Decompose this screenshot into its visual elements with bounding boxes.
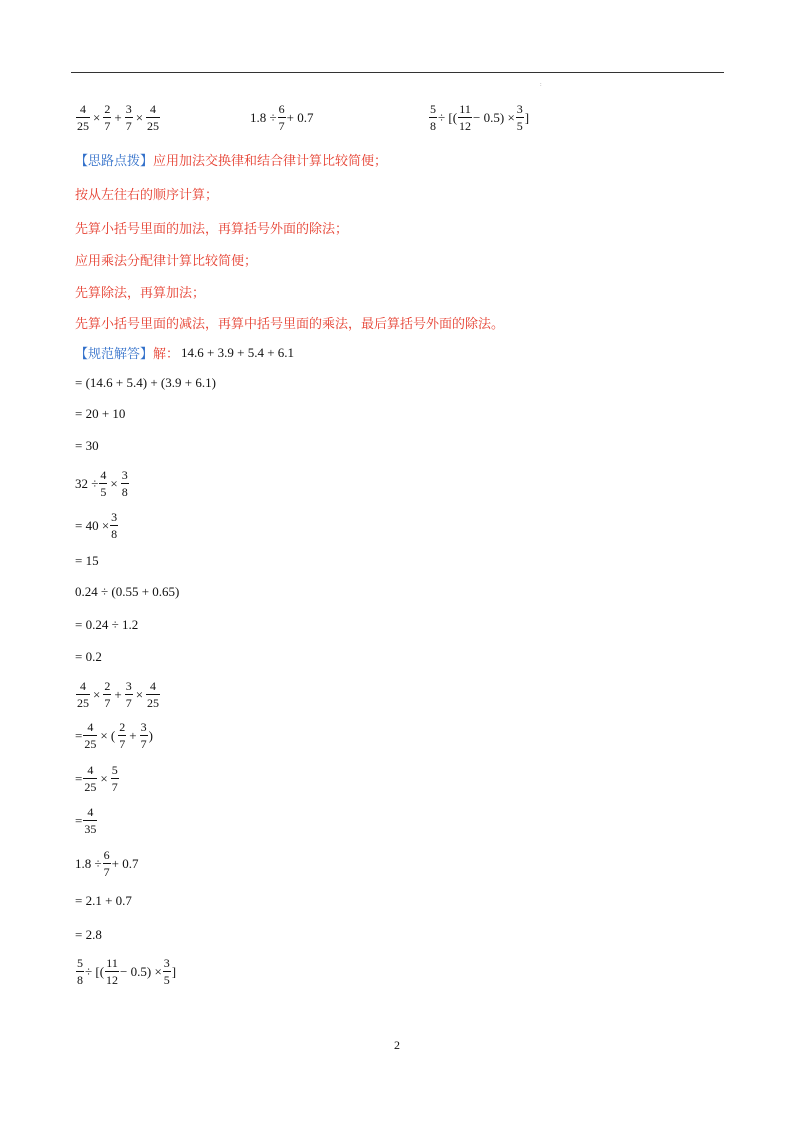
step-1-4: = 30 — [75, 438, 99, 453]
step-1-3: = 20 + 10 — [75, 406, 126, 421]
step-4-4: = $\frac{4}{35}$ — [75, 805, 97, 836]
step-2-1: 32 ÷ $\frac{4}{5}$ × $\frac{3}{8}$ — [75, 468, 128, 499]
hint-line-6: 先算小括号里面的减法，再算中括号里面的乘法，最后算括号外面的除法。 — [75, 317, 505, 332]
answer-tag: 【规范解答】 — [75, 347, 154, 362]
step-3-2: = 0.24 ÷ 1.2 — [75, 617, 139, 632]
problem-6: $\frac{5}{8}$ ÷ [( $\frac{11}{12}$ − 0.5) × $\frac{3}{5}$ ] — [430, 102, 530, 133]
step-5-1: 1.8 ÷ $\frac{6}{7}$ + 0.7 — [75, 848, 139, 879]
header-rule — [71, 72, 724, 73]
step-4-2: = $\frac{4}{25}$ × ( $\frac{2}{7}$ + $\frac{3}{7}$ ) — [75, 720, 153, 751]
hint-tag: 【思路点拨】 — [75, 154, 154, 169]
hint-line-2: 按从左往右的顺序计算； — [75, 188, 219, 203]
step-2-2: = 40 × $\frac{3}{8}$ — [75, 510, 118, 541]
hint-line-1: 【思路点拨】 应用加法交换律和结合律计算比较简便； — [75, 150, 387, 169]
step-4-3: = $\frac{4}{25}$ × $\frac{5}{7}$ — [75, 763, 118, 794]
page-number: 2 — [394, 1038, 400, 1052]
hint-line-4: 应用乘法分配律计算比较简便； — [75, 254, 258, 269]
step-5-2: = 2.1 + 0.7 — [75, 893, 132, 908]
step-6-1: $\frac{5}{8}$ ÷ [( $\frac{11}{12}$ − 0.5) × $\frac{3}{5}$ ] — [77, 956, 177, 987]
step-3-1: 0.24 ÷ (0.55 + 0.65) — [75, 584, 180, 599]
problem-5: 1.8 ÷ $\frac{6}{7}$ + 0.7 — [250, 102, 314, 133]
answer-intro: 【规范解答】 解： 14.6 + 3.9 + 5.4 + 6.1 — [75, 344, 295, 362]
header-mark: : — [540, 82, 542, 88]
hint-line-3: 先算小括号里面的加法，再算括号外面的除法； — [75, 222, 349, 237]
step-5-3: = 2.8 — [75, 927, 102, 942]
step-3-3: = 0.2 — [75, 649, 102, 664]
problem-4: $\frac{4}{25}$ × $\frac{2}{7}$ + $\frac{3}{7}$ × $\frac{4}{25}$ — [77, 102, 160, 133]
hint-line-5: 先算除法，再算加法； — [75, 286, 206, 301]
step-1-2: = (14.6 + 5.4) + (3.9 + 6.1) — [75, 375, 216, 390]
step-2-3: = 15 — [75, 553, 99, 568]
step-4-1: $\frac{4}{25}$ × $\frac{2}{7}$ + $\frac{3}{7}$ × $\frac{4}{25}$ — [77, 679, 160, 710]
